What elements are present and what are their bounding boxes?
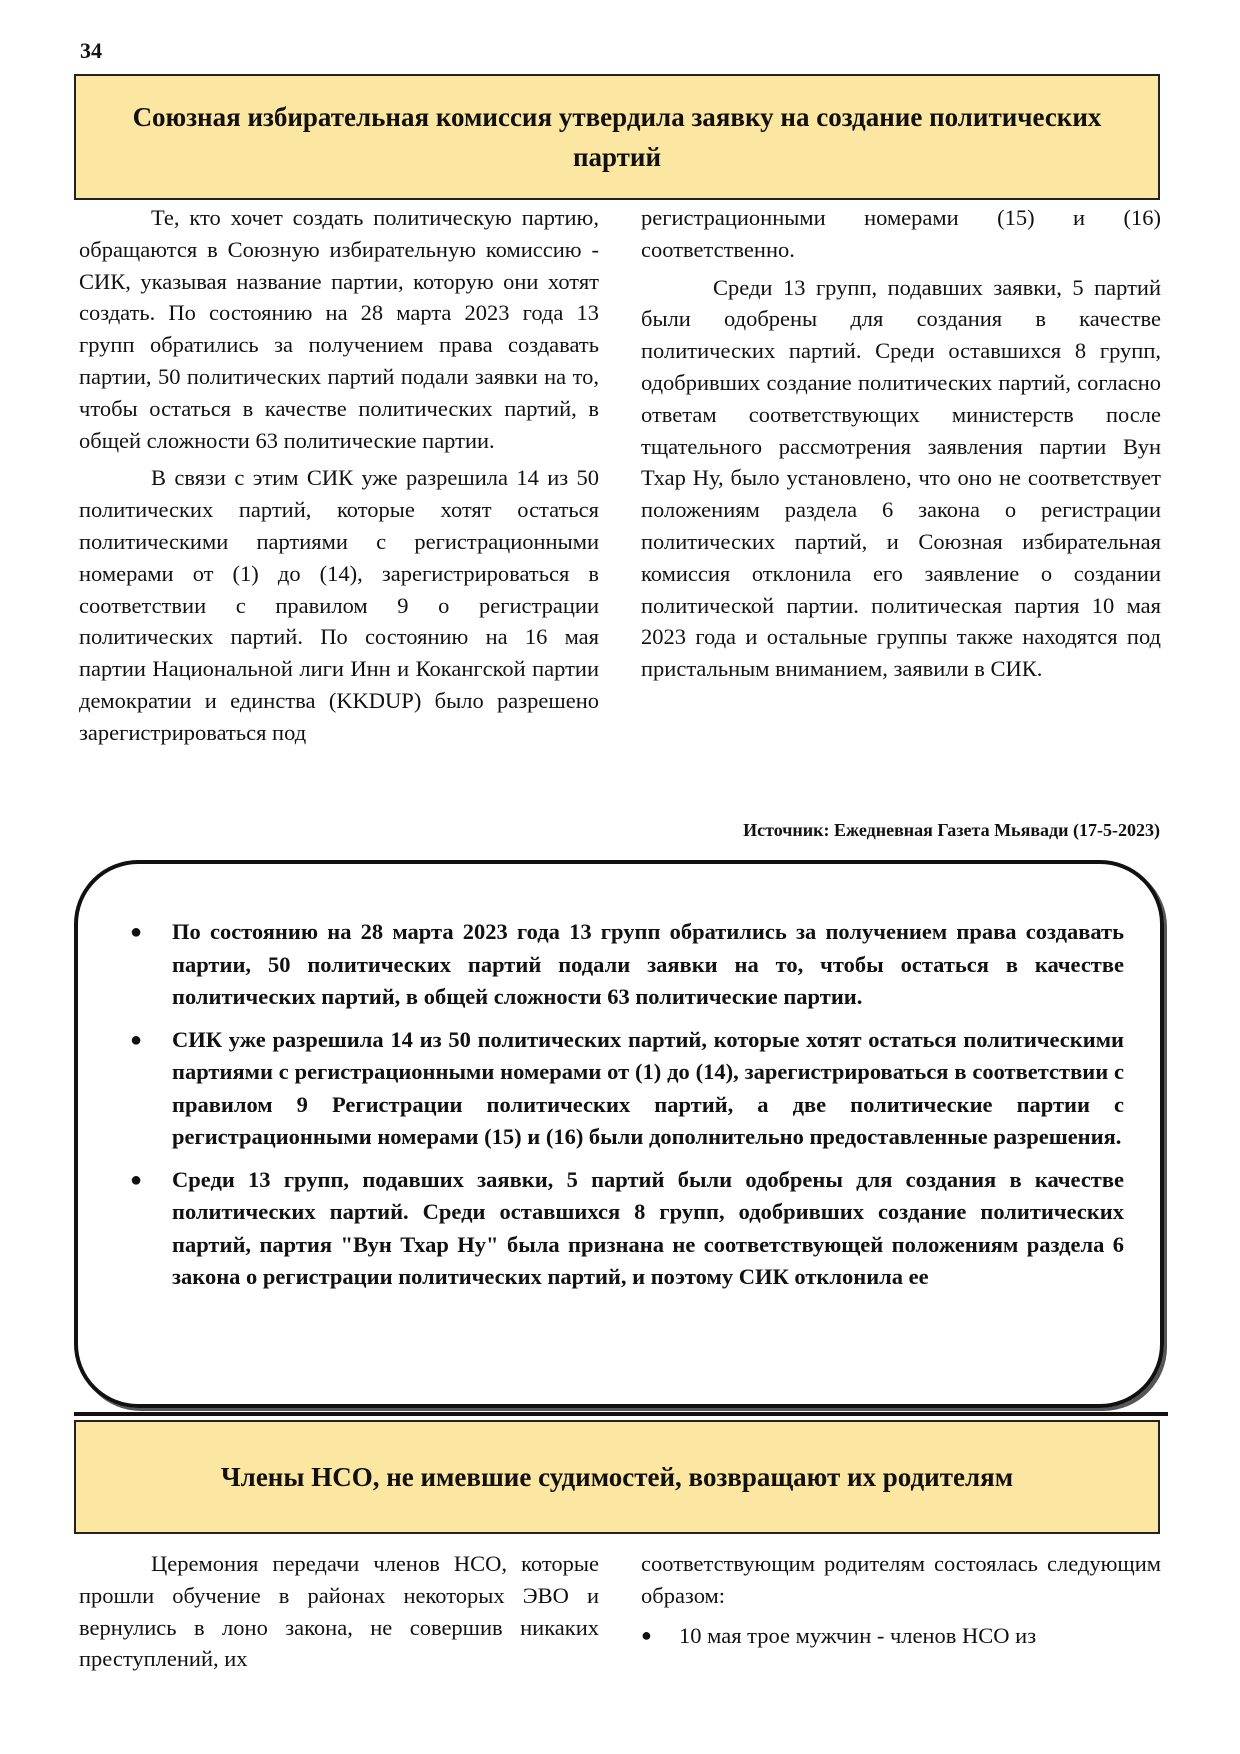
article-paragraph-continued: регистрационными номерами (15) и (16) соответственно. [641, 205, 1161, 262]
article-paragraph: Среди 13 групп, подавших заявки, 5 партий были одобрены для создания в качестве политических партий. Среди оставшихся 8 групп, одобривших создание политических партий, согласно ответам соответствующих министерств после тщательного рассмотрения заявления партии Вун Тхар Ну, было установлено, что оно не соответствует положениям раздела 6 закона о регистрации политических партий, и Союзная избирательная комиссия отклонила его заявление о создании политической партии. политическая партия 10 мая 2023 года и остальные группы также находятся под пристальным вниманием, заявили в СИК. [641, 274, 1161, 682]
bullet-icon: ● [130, 1028, 143, 1051]
bullet-icon: ● [130, 921, 143, 943]
article-left-column [79, 1548, 599, 1681]
bullet-icon: ● [641, 1624, 652, 1645]
bullet-icon: ● [130, 1168, 143, 1191]
summary-bullet-text: По состоянию на 28 марта 2023 года 13 групп обратились за получением права создавать партии, 50 политических партий подали заявки на то, чтобы остаться в качестве политических партий, в общей сложности 63 политические партии. [172, 919, 1124, 1009]
article-headline-box [74, 1420, 1160, 1534]
article-left-column [79, 202, 599, 755]
article-paragraph: Церемония передачи членов НСО, которые прошли обучение в районах некоторых ЭВО и вернулись в лоно закона, не совершив никаких преступлений, их [79, 1551, 599, 1672]
summary-bullet [108, 916, 1124, 1014]
article-source: Источник: Ежедневная Газета Мьявади (17-5-2023) [743, 820, 1160, 840]
summary-box [74, 860, 1164, 1408]
summary-bullet-text: Среди 13 групп, подавших заявки, 5 партий были одобрены для создания в качестве политических партий. Среди оставшихся 8 групп, одобривших создание политических партий, партия "Вун Тхар Ну" была признана не соответствующей положениям раздела 6 закона о регистрации политических партий, и поэтому СИК отклонила ее [172, 1166, 1124, 1289]
list-item-text: 10 мая трое мужчин - членов НСО из [679, 1622, 1037, 1648]
article-right-column [641, 202, 1161, 691]
summary-bullet [108, 1024, 1124, 1154]
article-headline-box [74, 74, 1160, 200]
list-item [641, 1620, 1161, 1652]
section-divider [74, 1412, 1168, 1416]
article-right-column [641, 1548, 1161, 1651]
summary-bullet [108, 1164, 1124, 1294]
article-paragraph: Те, кто хочет создать политическую партию, обращаются в Союзную избирательную комиссию - СИК, указывая название партии, которую они хотят создать. По состоянию на 28 марта 2023 года 13 групп обратились за получением права создавать партии, 50 политических партий подали заявки на то, чтобы остаться в качестве политических партий, в общей сложности 63 политические партии. [79, 205, 599, 453]
article-title: Члены НСО, не имевшие судимостей, возвращают их родителям [220, 1462, 1014, 1492]
article-paragraph: В связи с этим СИК уже разрешила 14 из 50 политических партий, которые хотят остаться политическими партиями с регистрационными номерами от (1) до (14), зарегистрироваться в соответствии с правилом 9 о регистрации политических партий. По состоянию на 16 мая партии Национальной лиги Инн и Кокангской партии демократии и единства (KKDUP) было разрешено зарегистрироваться под [79, 465, 599, 745]
article-paragraph-continued: соответствующим родителям состоялась следующим образом: [641, 1551, 1161, 1608]
page-number: 34 [80, 38, 102, 63]
summary-bullet-text: СИК уже разрешила 14 из 50 политических партий, которые хотят остаться политическими партиями с регистрационными номерами от (1) до (14), зарегистрироваться в соответствии с правилом 9 Регистрации политических партий, а две политические партии с регистрационными номерами (15) и (16) были дополнительно предоставленные разрешения. [172, 1026, 1124, 1149]
summary-list [108, 916, 1124, 1294]
article-title: Союзная избирательная комиссия утвердила заявку на создание политических партий [132, 102, 1102, 172]
